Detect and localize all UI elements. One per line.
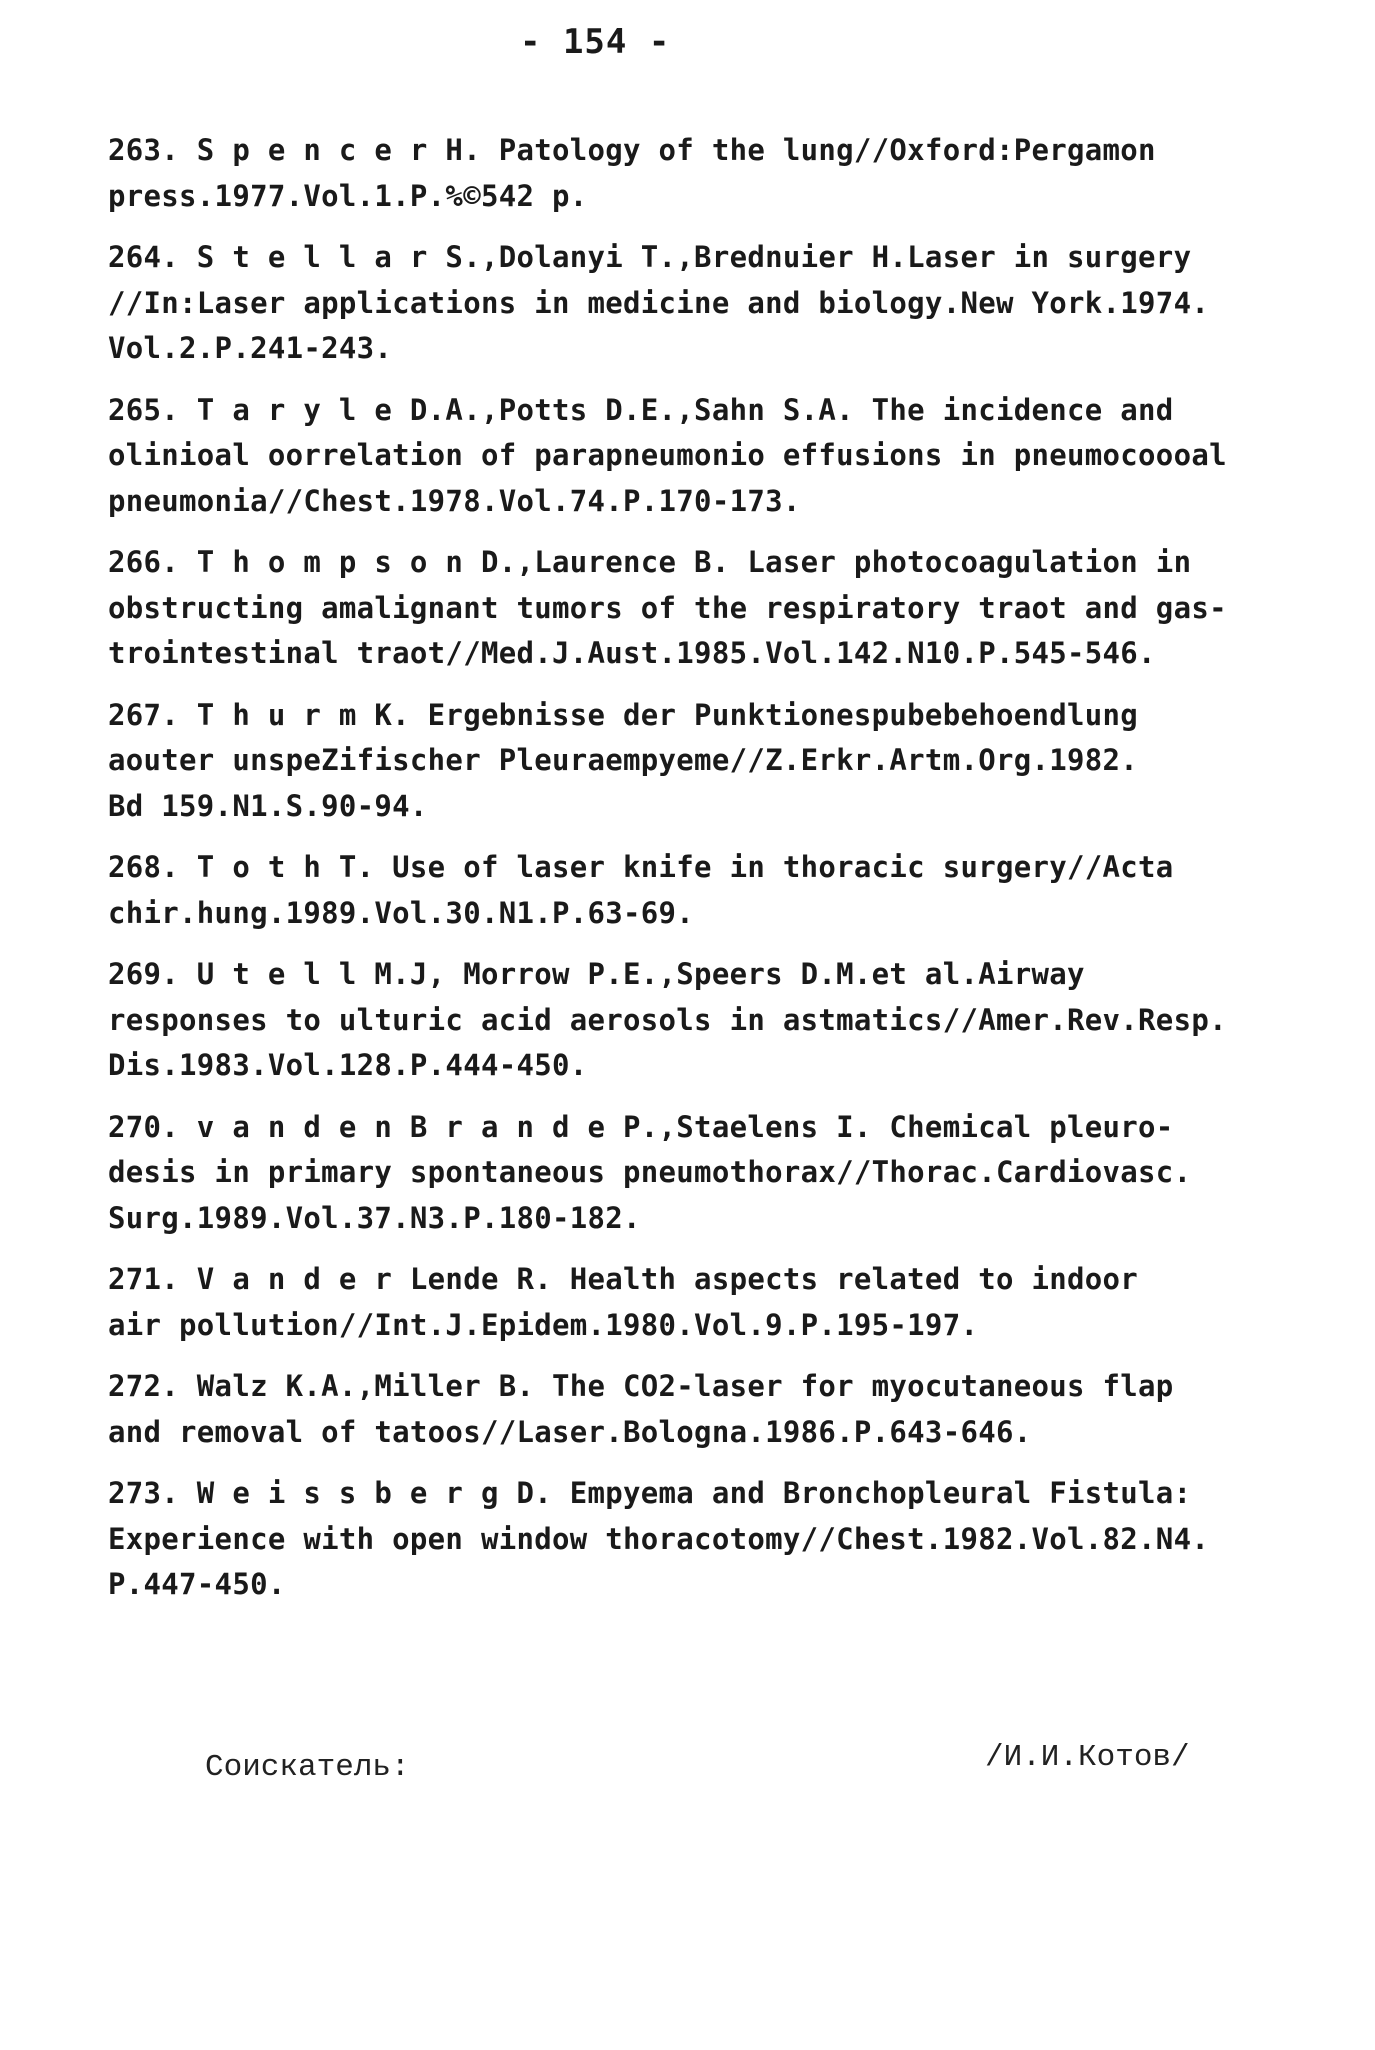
reference-line: chir.hung.1989.Vol.30.N1.P.63-69. (108, 895, 695, 930)
reference-item (108, 952, 1288, 1089)
reference-line: 273. W e i s s b e r g D. Empyema and Bronchopleural Fistula: (108, 1476, 1192, 1510)
reference-line: and removal of tatoos//Laser.Bologna.1986.P.643-646. (108, 1414, 1032, 1449)
reference-line: 272. Walz K.A.,Miller B. The CO2-laser for myocutaneous flap (108, 1369, 1174, 1403)
reference-item (108, 388, 1288, 525)
reference-line: Vol.2.P.241-243. (108, 331, 393, 365)
reference-line: 265. T a r y l e D.A.,Potts D.E.,Sahn S.A. The incidence and (108, 392, 1174, 427)
reference-line: responses to ulturic acid aerosols in astmatics//Amer.Rev.Resp. (108, 1002, 1227, 1037)
reference-line: pneumonia//Chest.1978.Vol.74.P.170-173. (108, 483, 801, 518)
reference-line: 269. U t e l l M.J, Morrow P.E.,Speers D.M.et al.Airway (108, 957, 1085, 991)
reference-line: 266. T h o m p s o n D.,Laurence B. Laser photocoagulation in (108, 545, 1192, 579)
reference-item (108, 1105, 1288, 1242)
reference-line: 263. S p e n c e r H. Patology of the lung//Oxford:Pergamon (108, 133, 1156, 167)
reference-item (108, 128, 1288, 219)
signature-name: /И.И.Котов/ (985, 1740, 1190, 1775)
reference-item (108, 1257, 1288, 1348)
reference-line: Dis.1983.Vol.128.P.444-450. (108, 1048, 588, 1082)
reference-line: //In:Laser applications in medicine and biology.New York.1974. (108, 285, 1210, 320)
reference-line: olinioal oorrelation of parapneumonio effusions in pneumocoooal (108, 438, 1227, 472)
reference-line: obstructing amalignant tumors of the respiratory traot and gas- (108, 590, 1227, 625)
reference-line: press.1977.Vol.1.P.%©542 p. (108, 178, 588, 213)
reference-line: Bd 159.N1.S.90-94. (108, 788, 428, 823)
reference-line: desis in primary spontaneous pneumothorax//Thorac.Cardiovasc. (108, 1155, 1192, 1189)
reference-line: aouter unspeZifischer Pleuraempyeme//Z.Erkr.Artm.Org.1982. (108, 743, 1139, 777)
reference-item (108, 235, 1288, 372)
reference-item (108, 1364, 1288, 1455)
page-number: - 154 - (520, 22, 671, 62)
reference-line: 267. T h u r m K. Ergebnisse der Punktionespubebehoendlung (108, 697, 1139, 732)
reference-line: 271. V a n d e r Lende R. Health aspects related to indoor (108, 1262, 1139, 1296)
reference-item (108, 540, 1288, 677)
reference-line: Experience with open window thoracotomy//Chest.1982.Vol.82.N4. (108, 1521, 1210, 1556)
reference-line: 268. T o t h T. Use of laser knife in thoracic surgery//Acta (108, 850, 1174, 884)
signature-label: Соискатель: (205, 1750, 410, 1785)
reference-line: 264. S t e l l a r S.,Dolanyi T.,Brednuier H.Laser in surgery (108, 240, 1192, 274)
reference-item (108, 693, 1288, 830)
reference-line: 270. v a n d e n B r a n d e P.,Staelens I. Chemical pleuro- (108, 1109, 1174, 1144)
reference-line: trointestinal traot//Med.J.Aust.1985.Vol.142.N10.P.545-546. (108, 636, 1156, 670)
reference-list (108, 128, 1288, 1624)
reference-line: Surg.1989.Vol.37.N3.P.180-182. (108, 1200, 641, 1235)
reference-item (108, 1471, 1288, 1608)
reference-line: P.447-450. (108, 1567, 286, 1601)
reference-item (108, 845, 1288, 936)
reference-line: air pollution//Int.J.Epidem.1980.Vol.9.P.195-197. (108, 1307, 979, 1342)
